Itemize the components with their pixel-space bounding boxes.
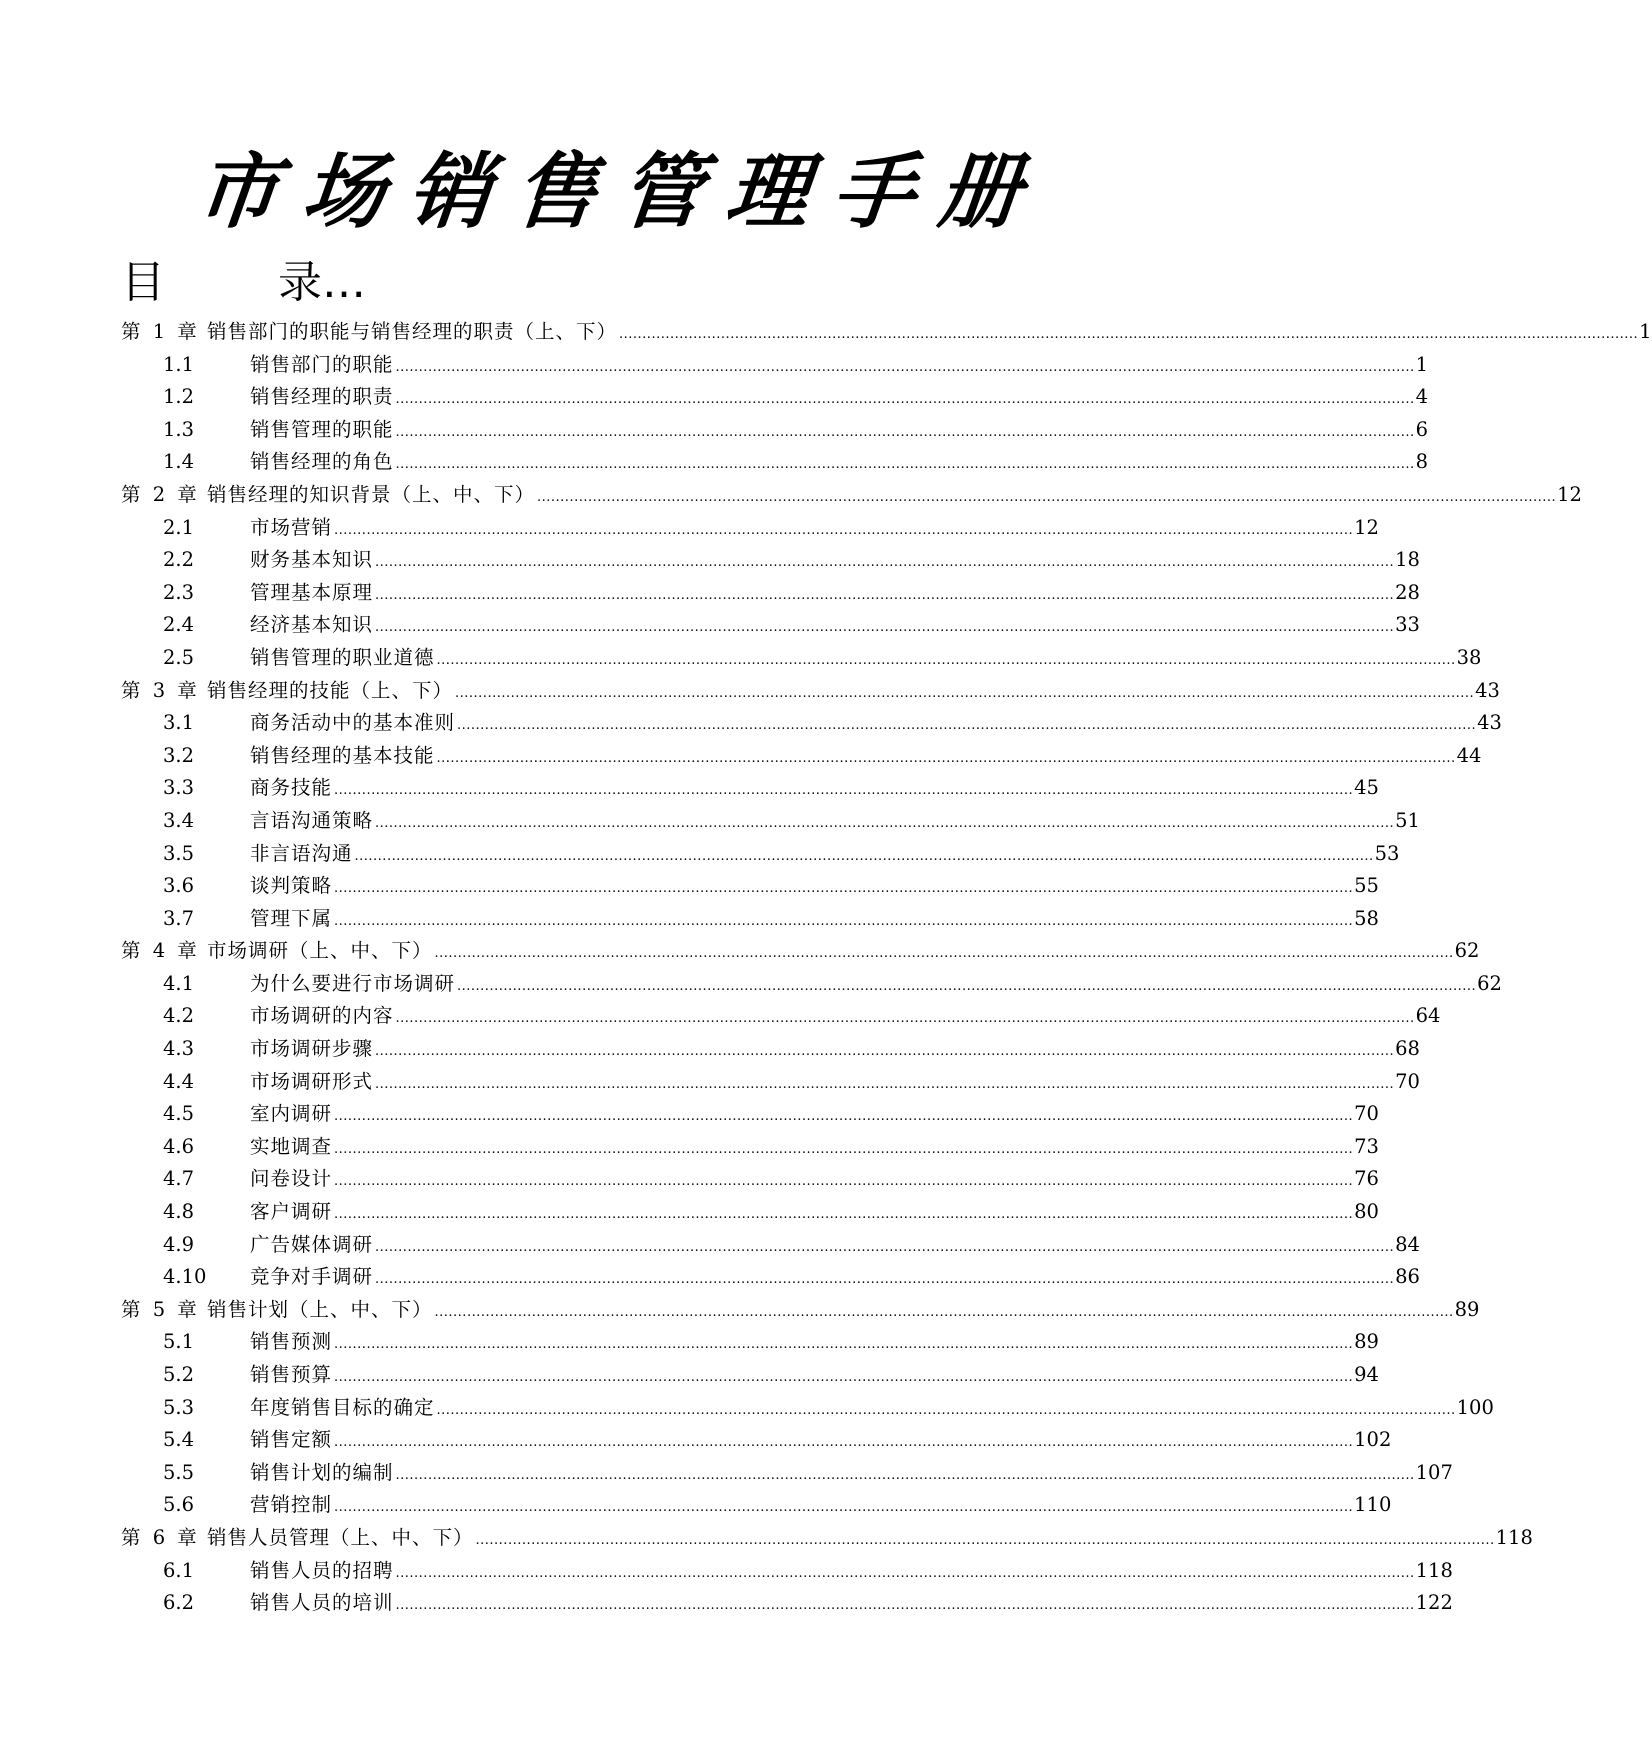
toc-entry-page-number: 70 <box>1354 1102 1379 1126</box>
toc-dot-leader: ............................................................................................................................................................................................................................ <box>334 783 1354 799</box>
toc-entry-line <box>250 707 1502 743</box>
toc-entry-title: 销售管理的职能 <box>250 417 394 441</box>
toc-entry-number: 4.4 <box>163 1069 195 1093</box>
toc-entry-number: 2.2 <box>163 548 195 572</box>
toc-entry-number: 4.2 <box>163 1004 195 1028</box>
toc-section-entry[interactable] <box>0 414 1429 447</box>
toc-entry-line <box>250 1555 1453 1591</box>
toc-entry-number: 第 3 章 <box>121 678 197 702</box>
toc-entry-number: 5.4 <box>163 1428 195 1452</box>
toc-entry-page-number: 28 <box>1395 580 1420 604</box>
toc-dot-leader: ............................................................................................................................................................................................................................ <box>395 1011 1415 1027</box>
toc-entry-page-number: 12 <box>1557 482 1582 506</box>
toc-entry-page-number: 38 <box>1456 645 1482 669</box>
toc-entry-title: 管理下属 <box>250 906 333 930</box>
toc-section-entry[interactable] <box>0 838 1400 871</box>
toc-entry-title: 市场调研（上、中、下） <box>207 939 433 963</box>
toc-entry-title: 商务活动中的基本准则 <box>250 711 456 735</box>
toc-entry-page-number: 68 <box>1395 1037 1420 1061</box>
toc-entry-title: 销售管理的职业道德 <box>250 645 435 669</box>
toc-entry-line <box>207 935 1480 971</box>
toc-dot-leader: ............................................................................................................................................................................................................................ <box>334 1109 1354 1125</box>
toc-entry-page-number: 80 <box>1354 1200 1379 1224</box>
toc-section-entry[interactable] <box>0 1489 1392 1522</box>
toc-entry-page-number: 89 <box>1354 1330 1379 1354</box>
toc-dot-leader: ............................................................................................................................................................................................................................ <box>457 978 1477 994</box>
toc-entry-page-number: 43 <box>1475 678 1500 702</box>
toc-dot-leader: ............................................................................................................................................................................................................................ <box>434 946 1454 962</box>
toc-entry-title: 商务技能 <box>250 776 333 800</box>
toc-entry-line <box>250 968 1502 1004</box>
toc-entry-page-number: 51 <box>1395 808 1420 832</box>
toc-entry-line <box>250 446 1429 482</box>
toc-entry-page-number: 44 <box>1456 743 1482 767</box>
toc-entry-number: 1.4 <box>163 450 195 474</box>
toc-entry-number: 6.2 <box>163 1591 195 1615</box>
toc-chapter-entry[interactable] <box>0 1294 1480 1327</box>
toc-section-entry[interactable] <box>0 446 1429 479</box>
toc-section-entry[interactable] <box>0 1066 1420 1099</box>
toc-entry-title: 广告媒体调研 <box>250 1232 374 1256</box>
toc-entry-line <box>250 1424 1392 1460</box>
toc-entry-page-number: 84 <box>1395 1232 1420 1256</box>
toc-dot-leader: ............................................................................................................................................................................................................................ <box>334 1174 1354 1190</box>
toc-dot-leader: ............................................................................................................................................................................................................................ <box>436 652 1456 668</box>
toc-section-entry[interactable] <box>0 349 1429 382</box>
toc-entry-title: 销售预算 <box>250 1363 333 1386</box>
toc-entry-line <box>250 1587 1453 1623</box>
toc-entry-number: 4.3 <box>163 1037 195 1061</box>
toc-dot-leader: ............................................................................................................................................................................................................................ <box>436 750 1456 766</box>
toc-dot-leader: ............................................................................................................................................................................................................................ <box>434 1304 1454 1320</box>
toc-entry-line <box>250 414 1429 450</box>
toc-entry-title: 销售经理的知识背景（上、中、下） <box>207 482 536 506</box>
toc-entry-title: 市场调研步骤 <box>250 1037 374 1061</box>
toc-entry-number: 1.1 <box>163 352 195 376</box>
toc-section-entry[interactable] <box>0 1131 1379 1164</box>
toc-entry-page-number: 55 <box>1354 874 1379 898</box>
toc-entry-title: 财务基本知识 <box>250 548 374 572</box>
toc-entry-page-number: 70 <box>1395 1069 1420 1093</box>
toc-entry-line <box>250 609 1420 645</box>
toc-entry-title: 销售经理的技能（上、下） <box>207 678 454 702</box>
toc-entry-page-number: 86 <box>1395 1265 1420 1289</box>
toc-entry-title: 营销控制 <box>250 1493 333 1517</box>
toc-entry-line <box>250 1326 1379 1362</box>
toc-section-entry[interactable] <box>0 1261 1420 1294</box>
toc-dot-leader: ............................................................................................................................................................................................................................ <box>457 718 1477 734</box>
toc-entry-number: 第 2 章 <box>121 482 197 506</box>
toc-entry-page-number: 6 <box>1415 417 1429 441</box>
toc-entry-line <box>250 870 1379 906</box>
toc-dot-leader: ............................................................................................................................................................................................................................ <box>619 327 1639 342</box>
toc-dot-leader: ............................................................................................................................................................................................................................ <box>334 1370 1354 1385</box>
toc-section-entry[interactable] <box>0 609 1420 642</box>
toc-section-entry[interactable] <box>0 903 1379 936</box>
toc-section-entry[interactable] <box>0 1359 1379 1392</box>
toc-dot-leader: ............................................................................................................................................................................................................................ <box>395 1598 1415 1614</box>
toc-entry-page-number: 94 <box>1354 1363 1379 1386</box>
toc-entry-number: 2.3 <box>163 580 195 604</box>
toc-entry-page-number: 53 <box>1374 841 1400 865</box>
toc-entry-line <box>250 1359 1379 1395</box>
toc-section-entry[interactable] <box>0 805 1420 838</box>
toc-entry-number: 4.9 <box>163 1232 195 1256</box>
toc-entry-title: 经济基本知识 <box>250 613 374 637</box>
toc-entry-page-number: 33 <box>1395 613 1420 637</box>
toc-entry-title: 销售定额 <box>250 1428 333 1452</box>
toc-dot-leader: ............................................................................................................................................................................................................................ <box>375 555 1395 571</box>
toc-entry-line <box>250 1229 1420 1265</box>
toc-entry-page-number: 110 <box>1354 1493 1392 1517</box>
toc-entry-number: 第 1 章 <box>121 320 197 343</box>
toc-entry-title: 管理基本原理 <box>250 580 374 604</box>
toc-section-entry[interactable] <box>0 1392 1494 1425</box>
toc-list <box>0 316 1652 1620</box>
toc-section-entry[interactable] <box>0 707 1502 740</box>
toc-entry-line <box>250 1489 1392 1525</box>
toc-entry-title: 销售人员的招聘 <box>250 1558 394 1582</box>
toc-entry-page-number: 4 <box>1415 385 1429 409</box>
toc-entry-title: 销售计划的编制 <box>250 1460 394 1484</box>
toc-section-entry[interactable] <box>0 968 1502 1001</box>
toc-entry-title: 非言语沟通 <box>250 841 353 865</box>
toc-entry-title: 销售人员的培训 <box>250 1591 394 1615</box>
toc-entry-page-number: 1 <box>1415 352 1429 376</box>
toc-entry-title: 销售经理的角色 <box>250 450 394 474</box>
toc-entry-title: 客户调研 <box>250 1200 333 1224</box>
toc-dot-leader: ............................................................................................................................................................................................................................ <box>395 457 1415 473</box>
toc-entry-line <box>250 1098 1379 1134</box>
toc-entry-number: 6.1 <box>163 1558 195 1582</box>
toc-entry-line <box>250 1457 1453 1493</box>
toc-entry-number: 3.5 <box>163 841 195 865</box>
toc-entry-title: 室内调研 <box>250 1102 333 1126</box>
toc-entry-number: 1.3 <box>163 417 195 441</box>
toc-dot-leader: ............................................................................................................................................................................................................................ <box>375 1044 1395 1060</box>
toc-entry-page-number: 62 <box>1477 971 1502 995</box>
toc-entry-page-number: 12 <box>1354 515 1379 539</box>
toc-entry-title: 言语沟通策略 <box>250 808 374 832</box>
toc-heading-right: 录… <box>278 257 366 308</box>
toc-dot-leader: ............................................................................................................................................................................................................................ <box>375 815 1395 831</box>
toc-entry-line <box>250 805 1420 841</box>
toc-entry-line <box>250 1261 1420 1297</box>
toc-entry-line <box>250 1131 1379 1167</box>
toc-entry-page-number: 100 <box>1456 1395 1494 1419</box>
toc-entry-line <box>207 316 1652 352</box>
toc-dot-leader: ............................................................................................................................................................................................................................ <box>334 522 1354 538</box>
toc-entry-number: 3.4 <box>163 808 195 832</box>
toc-section-entry[interactable] <box>0 512 1379 545</box>
toc-chapter-entry[interactable] <box>0 675 1500 708</box>
toc-entry-number: 3.2 <box>163 743 195 767</box>
toc-entry-title: 市场调研形式 <box>250 1069 374 1093</box>
toc-chapter-entry[interactable] <box>0 1522 1533 1555</box>
toc-section-entry[interactable] <box>0 577 1420 610</box>
toc-entry-number: 4.6 <box>163 1134 195 1158</box>
toc-entry-page-number: 73 <box>1354 1134 1379 1158</box>
toc-entry-title: 销售预测 <box>250 1330 333 1354</box>
toc-dot-leader: ............................................................................................................................................................................................................................ <box>334 1207 1354 1223</box>
toc-dot-leader: ............................................................................................................................................................................................................................ <box>375 620 1395 636</box>
toc-entry-line <box>250 577 1420 613</box>
toc-entry-title: 销售经理的基本技能 <box>250 743 435 767</box>
toc-entry-line <box>207 1522 1533 1558</box>
toc-entry-title: 销售计划（上、中、下） <box>207 1297 433 1321</box>
toc-entry-page-number: 107 <box>1415 1460 1453 1484</box>
toc-chapter-entry[interactable] <box>0 479 1582 512</box>
toc-entry-line <box>207 479 1582 515</box>
toc-entry-number: 2.4 <box>163 613 195 637</box>
toc-dot-leader: ............................................................................................................................................................................................................................ <box>334 881 1354 897</box>
toc-entry-line <box>250 1196 1379 1232</box>
toc-entry-number: 第 6 章 <box>121 1525 197 1549</box>
toc-section-entry[interactable] <box>0 1424 1392 1457</box>
toc-entry-page-number: 102 <box>1354 1428 1392 1452</box>
toc-entry-number: 3.7 <box>163 906 195 930</box>
toc-entry-number: 5.1 <box>163 1330 195 1354</box>
toc-chapter-entry[interactable] <box>0 935 1480 968</box>
toc-entry-title: 问卷设计 <box>250 1167 333 1191</box>
toc-dot-leader: ............................................................................................................................................................................................................................ <box>537 489 1557 505</box>
toc-dot-leader: ............................................................................................................................................................................................................................ <box>375 1076 1395 1092</box>
toc-entry-number: 3.1 <box>163 711 195 735</box>
toc-entry-page-number: 89 <box>1454 1297 1480 1321</box>
toc-entry-page-number: 122 <box>1415 1591 1453 1615</box>
toc-entry-title: 年度销售目标的确定 <box>250 1395 435 1419</box>
toc-entry-page-number: 8 <box>1415 450 1429 474</box>
toc-entry-line <box>250 642 1482 678</box>
toc-dot-leader: ............................................................................................................................................................................................................................ <box>436 1402 1456 1418</box>
toc-section-entry[interactable] <box>0 381 1429 414</box>
toc-entry-line <box>250 349 1429 385</box>
toc-entry-title: 谈判策略 <box>250 874 333 898</box>
toc-entry-page-number: 18 <box>1395 548 1420 572</box>
toc-entry-line <box>250 1066 1420 1102</box>
toc-section-entry[interactable] <box>0 1098 1379 1131</box>
toc-entry-number: 5.3 <box>163 1395 195 1419</box>
toc-entry-line <box>250 1392 1494 1428</box>
toc-dot-leader: ............................................................................................................................................................................................................................ <box>375 587 1395 603</box>
toc-chapter-entry[interactable] <box>0 316 1652 349</box>
toc-heading <box>121 252 521 314</box>
toc-entry-title: 为什么要进行市场调研 <box>250 971 456 995</box>
toc-entry-line <box>250 740 1482 776</box>
toc-entry-line <box>250 772 1379 808</box>
toc-dot-leader: ............................................................................................................................................................................................................................ <box>395 359 1415 375</box>
toc-entry-line <box>250 381 1429 417</box>
toc-section-entry[interactable] <box>0 1587 1453 1620</box>
toc-entry-line <box>250 544 1420 580</box>
toc-dot-leader: ............................................................................................................................................................................................................................ <box>455 685 1475 701</box>
toc-entry-number: 2.1 <box>163 515 195 539</box>
toc-entry-page-number: 43 <box>1477 711 1502 735</box>
toc-section-entry[interactable] <box>0 544 1420 577</box>
toc-section-entry[interactable] <box>0 740 1482 773</box>
toc-dot-leader: ............................................................................................................................................................................................................................ <box>395 424 1415 440</box>
toc-entry-title: 竞争对手调研 <box>250 1265 374 1289</box>
toc-entry-number: 3.6 <box>163 874 195 898</box>
toc-entry-number: 3.3 <box>163 776 195 800</box>
toc-dot-leader: ............................................................................................................................................................................................................................ <box>334 1435 1354 1451</box>
toc-dot-leader: ............................................................................................................................................................................................................................ <box>334 913 1354 929</box>
toc-entry-title: 销售人员管理（上、中、下） <box>207 1525 474 1549</box>
document-title: 市场销售管理手册 <box>191 145 1050 240</box>
toc-entry-number: 4.10 <box>163 1265 207 1289</box>
toc-section-entry[interactable] <box>0 870 1379 903</box>
toc-entry-line <box>250 512 1379 548</box>
toc-entry-number: 第 4 章 <box>121 939 197 963</box>
toc-dot-leader: ............................................................................................................................................................................................................................ <box>354 848 1374 864</box>
toc-dot-leader: ............................................................................................................................................................................................................................ <box>395 1565 1415 1581</box>
toc-section-entry[interactable] <box>0 1555 1453 1588</box>
toc-section-entry[interactable] <box>0 642 1482 675</box>
toc-entry-line <box>250 1000 1441 1036</box>
toc-section-entry[interactable] <box>0 1033 1420 1066</box>
toc-entry-number: 5.2 <box>163 1363 195 1386</box>
toc-entry-title: 市场调研的内容 <box>250 1004 394 1028</box>
toc-entry-page-number: 118 <box>1415 1558 1453 1582</box>
toc-entry-title: 销售部门的职能与销售经理的职责（上、下） <box>207 320 618 343</box>
toc-entry-page-number: 1 <box>1639 320 1652 343</box>
toc-entry-line <box>207 1294 1480 1330</box>
toc-entry-line <box>250 838 1400 874</box>
toc-entry-number: 4.7 <box>163 1167 195 1191</box>
toc-heading-left: 目 <box>121 257 165 308</box>
toc-entry-number: 4.1 <box>163 971 195 995</box>
toc-section-entry[interactable] <box>0 1457 1453 1490</box>
toc-section-entry[interactable] <box>0 1326 1379 1359</box>
toc-dot-leader: ............................................................................................................................................................................................................................ <box>375 1239 1395 1255</box>
toc-entry-number: 4.5 <box>163 1102 195 1126</box>
toc-entry-page-number: 45 <box>1354 776 1379 800</box>
toc-entry-title: 销售经理的职责 <box>250 385 394 409</box>
toc-section-entry[interactable] <box>0 1229 1420 1262</box>
toc-entry-line <box>207 675 1500 711</box>
toc-dot-leader: ............................................................................................................................................................................................................................ <box>375 1272 1395 1288</box>
toc-section-entry[interactable] <box>0 1196 1379 1229</box>
toc-entry-title: 市场营销 <box>250 515 333 539</box>
toc-entry-title: 销售部门的职能 <box>250 352 394 376</box>
toc-entry-page-number: 58 <box>1354 906 1379 930</box>
toc-entry-line <box>250 1033 1420 1069</box>
toc-entry-page-number: 76 <box>1354 1167 1379 1191</box>
toc-entry-number: 5.6 <box>163 1493 195 1517</box>
toc-dot-leader: ............................................................................................................................................................................................................................ <box>334 1337 1354 1353</box>
toc-entry-number: 2.5 <box>163 645 195 669</box>
toc-section-entry[interactable] <box>0 772 1379 805</box>
toc-entry-page-number: 118 <box>1495 1525 1533 1549</box>
toc-section-entry[interactable] <box>0 1000 1441 1033</box>
toc-dot-leader: ............................................................................................................................................................................................................................ <box>334 1141 1354 1157</box>
toc-dot-leader: ............................................................................................................................................................................................................................ <box>395 392 1415 408</box>
toc-entry-title: 实地调查 <box>250 1134 333 1158</box>
toc-entry-number: 第 5 章 <box>121 1297 197 1321</box>
toc-entry-page-number: 62 <box>1454 939 1480 963</box>
toc-dot-leader: ............................................................................................................................................................................................................................ <box>334 1500 1354 1516</box>
toc-entry-page-number: 64 <box>1415 1004 1441 1028</box>
toc-entry-line <box>250 903 1379 939</box>
toc-entry-number: 5.5 <box>163 1460 195 1484</box>
toc-section-entry[interactable] <box>0 1163 1379 1196</box>
toc-entry-line <box>250 1163 1379 1199</box>
toc-entry-number: 1.2 <box>163 385 195 409</box>
toc-entry-number: 4.8 <box>163 1200 195 1224</box>
toc-dot-leader: ............................................................................................................................................................................................................................ <box>395 1467 1415 1483</box>
toc-dot-leader: ............................................................................................................................................................................................................................ <box>475 1532 1495 1548</box>
